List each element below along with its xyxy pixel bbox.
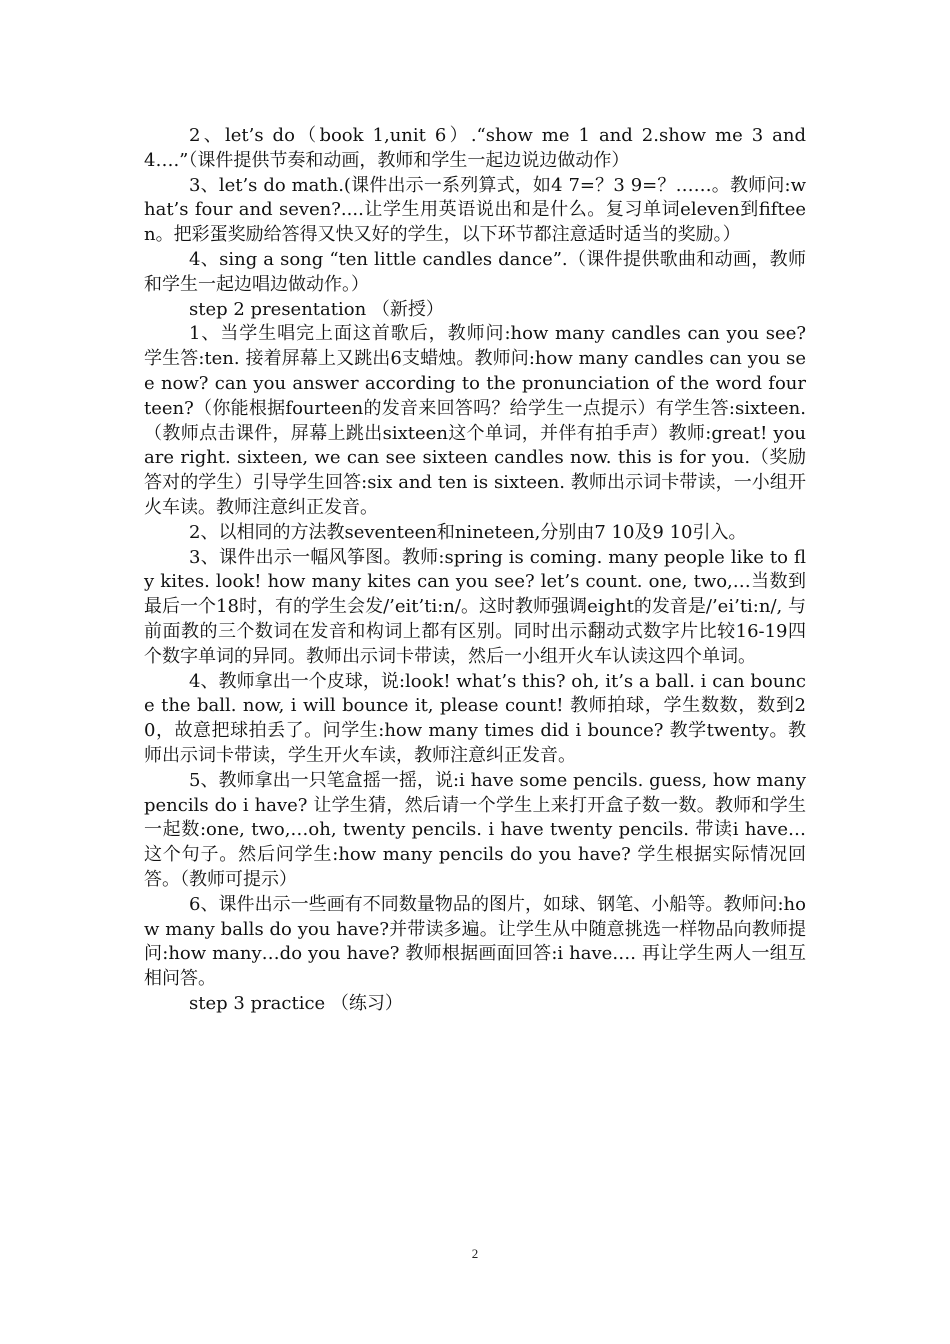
paragraph-lets-do-show-me: 2、let’s do（book 1,unit 6）.“show me 1 and 2.show me 3 and 4….”（课件提供节奏和动画，教师和学生一起边说边做动作）: [144, 125, 806, 171]
section-heading-practice: step 3 practice （练习）: [189, 992, 403, 1014]
document-body: [144, 124, 806, 1017]
paragraph-kites-eighteen: 3、课件出示一幅风筝图。教师:spring is coming. many people like to fly kites. look! how many kites can you see? let’s count. one, two,…当数到最后一个18时，有的学生会发/’eit’ti:n/。这时教师强调eight的发音是/’ei’ti:n/, 与前面教的三个数词在发音和构词上都有区别。同时出示翻动式数字片比较16-19四个数字单词的异同。教师出示词卡带读，然后一小组开火车认读这四个单词。: [144, 546, 806, 667]
page-number: 2: [471, 1246, 479, 1261]
paragraph-sixteen: 1、当学生唱完上面这首歌后，教师问:how many candles can you see? 学生答:ten. 接着屏幕上又跳出6支蜡烛。教师问:how many candles can you see now? can you answer according to the pronunciation of the word fourteen?（你能根据fourteen的发音来回答吗？给学生一点提示）有学生答:sixteen.（教师点击课件，屏幕上跳出sixteen这个单词，并伴有拍手声）教师:great! you are right. sixteen, we can see sixteen candles now. this is for you.（奖励答对的学生）引导学生回答:six and ten is sixteen. 教师出示词卡带读，一小组开火车读。教师注意纠正发音。: [144, 323, 806, 518]
section-heading-presentation: step 2 presentation （新授）: [189, 298, 444, 320]
paragraph-pictures-questions: 6、课件出示一些画有不同数量物品的图片，如球、钢笔、小船等。教师问:how many balls do you have?并带读多遍。让学生从中随意挑选一样物品向教师提问:how many…do you have? 教师根据画面回答:i have…. 再让学生两人一组互相问答。: [144, 893, 806, 990]
paragraph-sing-a-song: 4、sing a song “ten little candles dance”.（课件提供歌曲和动画，教师和学生一起边唱边做动作。）: [144, 248, 806, 295]
paragraph-lets-do-math: 3、let’s do math.(课件出示一系列算式，如4 7=？3 9=？……。教师问:what’s four and seven?....让学生用英语说出和是什么。复习单词eleven到fifteen。把彩蛋奖励给答得又快又好的学生，以下环节都注意适时适当的奖励。）: [144, 174, 806, 246]
paragraph-pencils: 5、教师拿出一只笔盒摇一摇，说:i have some pencils. guess, how many pencils do i have? 让学生猜，然后请一个学生上来打开盒子数一数。教师和学生一起数:one, two,…oh, twenty pencils. i have twenty pencils. 带读i have…这个句子。然后问学生:how many pencils do you have? 学生根据实际情况回答。（教师可提示）: [144, 769, 806, 890]
paragraph-ball-twenty: 4、教师拿出一个皮球，说:look! what’s this? oh, it’s a ball. i can bounce the ball. now, i will bounce it, please count! 教师拍球，学生数数，数到20，故意把球拍丢了。问学生:how many times did i bounce? 教学twenty。教师出示词卡带读，学生开火车读，教师注意纠正发音。: [144, 670, 806, 766]
paragraph-seventeen-nineteen: 2、以相同的方法教seventeen和nineteen,分别由7 10及9 10引入。: [189, 521, 747, 543]
